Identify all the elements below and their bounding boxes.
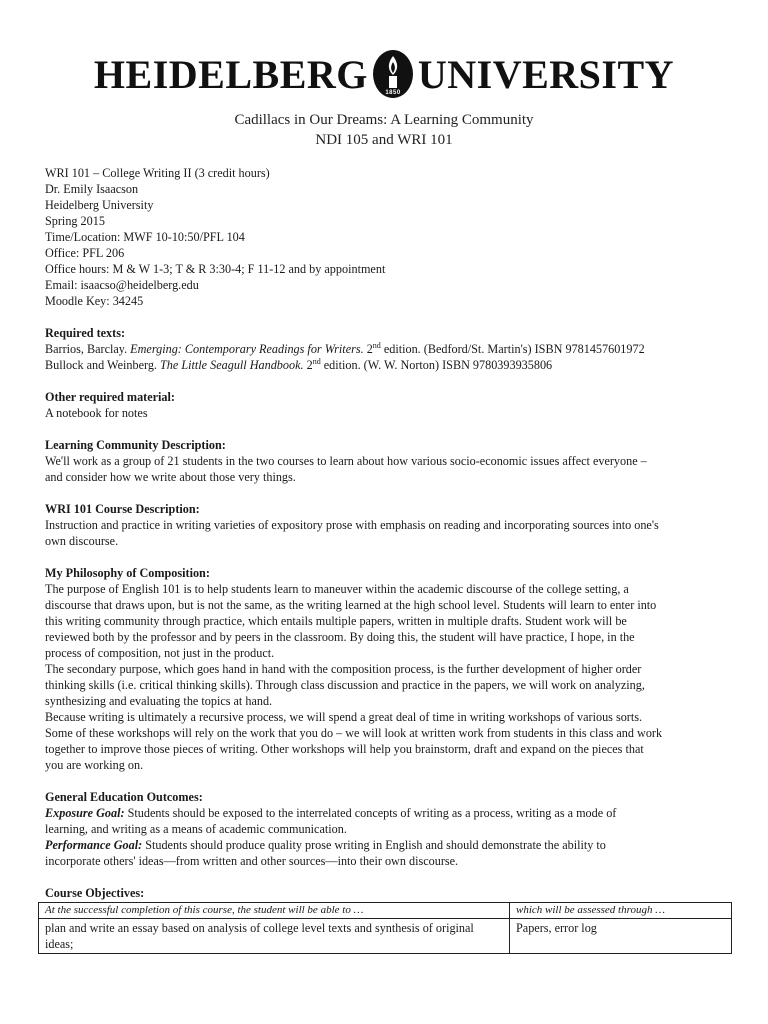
lc-description-line: and consider how we write about those very things. bbox=[45, 470, 296, 484]
wri-description-heading: WRI 101 Course Description: bbox=[45, 502, 200, 516]
course-info bbox=[45, 165, 725, 309]
philosophy-line: discourse that draws upon, but is not the same, as the writing learned at the high school level. Students will learn to enter into bbox=[45, 598, 657, 612]
wri-description-line: Instruction and practice in writing varieties of expository prose with emphasis on reading and incorporating sources into one's bbox=[45, 518, 659, 532]
gen-ed-heading: General Education Outcomes: bbox=[45, 790, 203, 804]
assessment-cell: Papers, error log bbox=[510, 919, 732, 954]
info-line: WRI 101 – College Writing II (3 credit hours) bbox=[45, 166, 270, 180]
exposure-goal: Exposure Goal: Students should be exposed to the interrelated concepts of writing as a process, writing as a mode of bbox=[45, 806, 617, 820]
required-texts-heading: Required texts: bbox=[45, 326, 125, 340]
performance-goal-line: incorporate others' ideas—from written and other sources—into their own discourse. bbox=[45, 854, 459, 868]
philosophy-line: synthesizing and evaluating the topics at hand. bbox=[45, 694, 273, 708]
exposure-goal-line: learning, and writing as a means of academic communication. bbox=[45, 822, 347, 836]
objective-column-header: At the successful completion of this course, the student will be able to … bbox=[39, 903, 510, 919]
info-line: Heidelberg University bbox=[45, 198, 154, 212]
philosophy-line: Some of these workshops will rely on the work that you do – we will look at written work from students in this class and work bbox=[45, 726, 663, 740]
philosophy-line: reviewed both by the professor and by peers in the classroom. By doing this, the student will have practice, I hope, in the bbox=[45, 630, 635, 644]
course-codes: NDI 105 and WRI 101 bbox=[315, 132, 453, 148]
assessment-column-header: which will be assessed through … bbox=[510, 903, 732, 919]
philosophy-line: The secondary purpose, which goes hand in hand with the composition process, is the further development of higher order bbox=[45, 662, 642, 676]
logo-word-left: HEIDELBERG bbox=[93, 51, 368, 97]
philosophy-line: together to improve those pieces of writing. Other workshops will help you brainstorm, draft and expand on the pieces that bbox=[45, 742, 644, 756]
philosophy-line: process of composition, not just in the product. bbox=[45, 646, 275, 660]
lc-description-line: We'll work as a group of 21 students in the two courses to learn about how various socio-economic issues affect everyone – bbox=[45, 454, 647, 468]
philosophy-heading: My Philosophy of Composition: bbox=[45, 566, 210, 580]
lc-description-heading: Learning Community Description: bbox=[45, 438, 226, 452]
torch-seal-icon bbox=[371, 48, 415, 100]
syllabus-body bbox=[45, 165, 725, 901]
university-logo bbox=[0, 44, 768, 104]
seal-year: 1850 bbox=[385, 90, 401, 96]
table-row bbox=[39, 919, 732, 954]
other-material-heading: Other required material: bbox=[45, 390, 175, 404]
performance-goal: Performance Goal: Students should produce quality prose writing in English and should demonstrate the ability to bbox=[45, 838, 606, 852]
required-text-item: Bullock and Weinberg. The Little Seagull Handbook. 2nd edition. (W. W. Norton) ISBN 9780393935806 bbox=[45, 356, 553, 372]
philosophy-line: this writing community through practice, which entails multiple papers, written in multiple drafts. Student work will be bbox=[45, 614, 627, 628]
performance-goal-label: Performance Goal: bbox=[45, 838, 143, 852]
info-line: Dr. Emily Isaacson bbox=[45, 182, 139, 196]
philosophy-line: thinking skills (i.e. critical thinking skills). Through class discussion and practice in the papers, we will work on analyzing, bbox=[45, 678, 645, 692]
objective-cell: plan and write an essay based on analysis of college level texts and synthesis of original ideas; bbox=[39, 919, 510, 954]
info-line: Email: isaacso@heidelberg.edu bbox=[45, 278, 199, 292]
table-header-row bbox=[39, 903, 732, 919]
other-material-text: A notebook for notes bbox=[45, 406, 148, 420]
info-line: Office hours: M & W 1-3; T & R 3:30-4; F 11-12 and by appointment bbox=[45, 262, 386, 276]
required-text-item: Barrios, Barclay. Emerging: Contemporary Readings for Writers. 2nd edition. (Bedford/St. Martin's) ISBN 9781457601972 bbox=[45, 340, 645, 356]
objectives-table bbox=[38, 902, 732, 954]
info-line: Spring 2015 bbox=[45, 214, 105, 228]
objectives-heading: Course Objectives: bbox=[45, 886, 145, 900]
philosophy-line: you are working on. bbox=[45, 758, 144, 772]
exposure-goal-label: Exposure Goal: bbox=[45, 806, 125, 820]
info-line: Moodle Key: 34245 bbox=[45, 294, 144, 308]
course-title: Cadillacs in Our Dreams: A Learning Community bbox=[234, 112, 534, 128]
logo-word-right: UNIVERSITY bbox=[417, 51, 675, 97]
wri-description-line: own discourse. bbox=[45, 534, 119, 548]
info-line: Time/Location: MWF 10-10:50/PFL 104 bbox=[45, 230, 245, 244]
philosophy-line: The purpose of English 101 is to help students learn to maneuver within the academic discourse of the college setting, a bbox=[45, 582, 629, 596]
course-title-block bbox=[0, 110, 768, 150]
info-line: Office: PFL 206 bbox=[45, 246, 125, 260]
philosophy-line: Because writing is ultimately a recursive process, we will spend a great deal of time in writing workshops of various sorts. bbox=[45, 710, 643, 724]
